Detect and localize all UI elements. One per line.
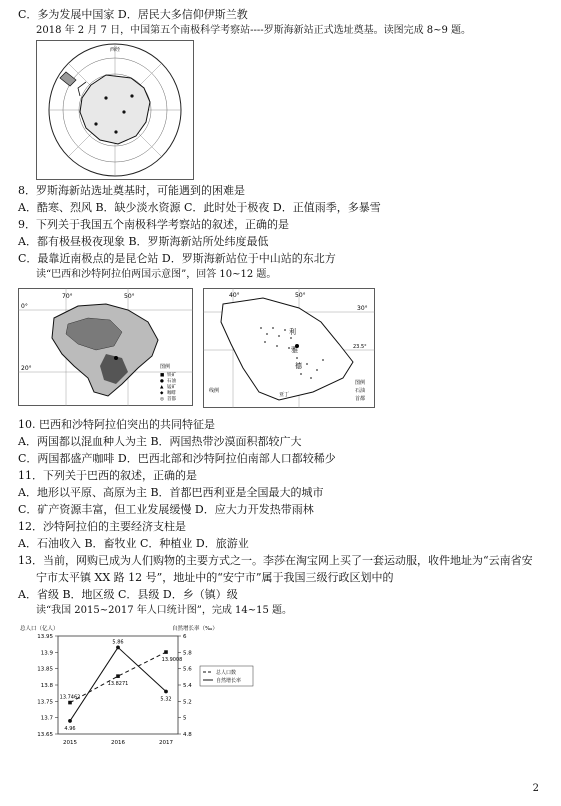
brazil-legend-symbol: ◎ [160,397,164,402]
data-label: 5.86 [112,639,124,646]
q11-stem: 11．下列关于巴西的叙述，正确的是 [18,469,197,482]
data-label: 13.9008 [161,657,183,664]
series-1-point [68,701,72,705]
series-1-point [164,650,168,654]
q11-options-cd: C．矿产资源丰富，但工业发展缓慢 D．应大力开发热带雨林 [18,503,314,516]
q13-stem-line2: 宁市太平镇 XX 路 12 号”，地址中的“安宁市”属于我国三级行政区划中的 [36,571,394,584]
q8-stem: 8．罗斯海新站选址奠基时，可能遇到的困难是 [18,184,245,197]
legend-entry: 自然增长率 [216,678,242,684]
saudi-left-label: 线例 [209,388,220,394]
series-1-point [116,674,120,678]
antarctica-map [36,40,194,180]
intro-q14-15: 读“我国 2015~2017 年人口统计图”，完成 14~15 题。 [36,605,293,616]
right-tick-label: 5 [183,715,187,722]
data-label: 13.7462 [59,694,81,701]
q13-stem-line1: 13．当前，网购已成为人们购物的主要方式之一。李莎在淘宝网上买了一套运动服，收件地址为“云南省安 [18,554,533,567]
x-tick-label: 2015 [63,740,77,746]
brazil-legend [160,371,176,402]
right-tick-label: 6 [183,634,187,640]
q12-stem: 12．沙特阿拉伯的主要经济支柱是 [18,520,186,533]
left-tick-label: 13.75 [37,699,53,706]
brazil-legend-item: 咖啡 [167,391,176,396]
right-tick-label: 5.4 [183,683,192,689]
q10-options-cd: C．两国都盛产咖啡 D．巴西北部和沙特阿拉伯南部人口都较稀少 [18,452,336,465]
saudi-lon-50: 50° [295,292,306,299]
left-axis-label: 总人口（亿人） [20,626,59,632]
right-axis-label: 自然增长率（‰） [172,626,218,632]
legend-entry: 总人口数 [216,670,237,676]
brazil-legend-symbol: ● [160,379,164,384]
brazil-legend-item: 石油 [167,379,176,384]
q8-options: A．酷寒、烈风 B．缺少淡水资源 C．此时处于极夜 D．正值雨季，多暴雪 [18,201,381,214]
intro-q8-9: 2018 年 2 月 7 日，中国第五个南极科学考察站----罗斯海新站正式选址奠基。读图完成 8~9 题。 [36,25,472,36]
saudi-arabia-map [203,288,375,408]
x-tick-label: 2017 [159,740,173,746]
brazil-legend-item: 锰矿 [167,385,176,390]
saudi-lat-30: 30° [357,305,368,312]
q9-stem: 9．下列关于我国五个南极科学考察站的叙述，正确的是 [18,218,289,231]
brazil-legend-symbol: ▲ [160,385,164,390]
q7-options-cd: C．多为发展中国家 D．居民大多信仰伊斯兰教 [18,8,248,21]
saudi-label-1: 利 [289,328,296,336]
saudi-lat-23: 23.5° [353,344,367,350]
brazil-legend-symbol: ◆ [160,391,164,396]
population-chart [18,622,258,750]
right-tick-label: 5.2 [183,699,192,706]
data-label: 4.96 [64,725,76,732]
page-number: 2 [532,783,539,794]
right-tick-label: 5.8 [183,650,192,657]
left-tick-label: 13.9 [40,650,53,657]
data-label: 5.32 [160,696,172,703]
right-tick-label: 4.8 [183,732,192,738]
brazil-lat-0: 0° [21,303,28,310]
brazil-legend-title: 图例 [160,364,171,370]
left-tick-label: 13.65 [37,732,53,738]
left-tick-label: 13.85 [37,666,53,673]
antarctica-top-label: 西经 [109,47,121,53]
right-tick-label: 5.6 [183,666,192,673]
intro-q10-12: 读“巴西和沙特阿拉伯两国示意图”，回答 10~12 题。 [36,269,277,280]
saudi-lon-40: 40° [229,292,240,299]
brazil-legend-item: 首都 [167,397,176,402]
q9-options-cd: C．最靠近南极点的是昆仑站 D．罗斯海新站位于中山站的东北方 [18,252,336,265]
saudi-bottom-label: 亚丁 [279,392,290,398]
q13-options: A．省级 B．地区级 C．县级 D．乡（镇）级 [18,588,238,601]
q12-options: A．石油收入 B．畜牧业 C．种植业 D．旅游业 [18,537,249,550]
saudi-label-2: 雅 [291,346,298,354]
q9-options-ab: A．都有极昼极夜现象 B．罗斯海新站所处纬度最低 [18,235,269,248]
q11-options-ab: A．地形以平原、高原为主 B．首都巴西利亚是全国最大的城市 [18,486,324,499]
data-label: 13.8271 [107,681,129,688]
brazil-map [18,288,193,406]
series-2-point [68,719,72,723]
brazil-lon-70: 70° [62,293,73,300]
brazil-lon-50: 50° [124,293,135,300]
series-2-point [164,690,168,694]
left-tick-label: 13.8 [40,683,53,689]
brazil-lat-20: 20° [21,365,32,372]
saudi-legend-capital: 首都 [355,396,366,402]
q10-options-ab: A．两国都以混血种人为主 B．两国热带沙漠面积都较广大 [18,435,302,448]
saudi-legend-title: 图例 [355,380,366,386]
saudi-label-3: 德 [295,362,302,370]
q10-stem: 10. 巴西和沙特阿拉伯突出的共同特征是 [18,418,215,431]
x-tick-label: 2016 [111,740,125,746]
brazil-legend-item: 铁矿 [167,373,176,378]
left-tick-label: 13.7 [40,715,53,722]
brazil-legend-symbol: ■ [160,373,165,378]
saudi-legend-oil: 石油 [355,388,366,394]
series-2-point [116,646,120,650]
left-tick-label: 13.95 [37,634,53,640]
